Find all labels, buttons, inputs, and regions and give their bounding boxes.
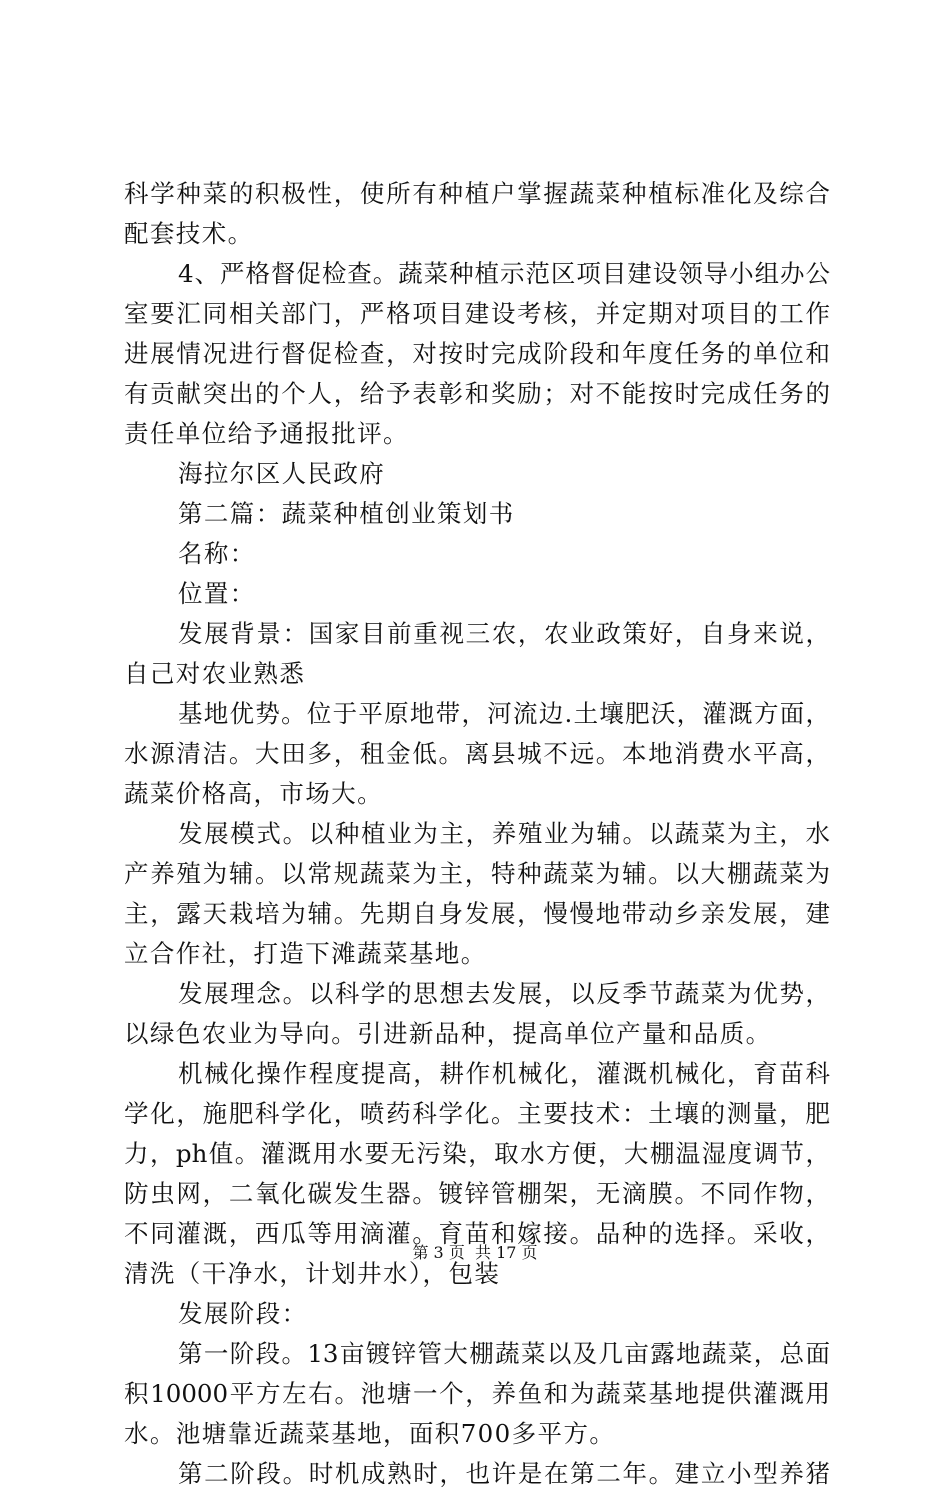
text-line: 4、严格督促检查。蔬菜种植示范区项目建设领导小组办公	[178, 259, 830, 288]
text-line: 清洗（干净水，计划井水），包装	[124, 1259, 501, 1288]
text-line: 自己对农业熟悉	[124, 659, 306, 688]
document-body	[124, 174, 830, 1494]
text-line: 机械化操作程度提高，耕作机械化，灌溉机械化，育苗科	[178, 1059, 830, 1088]
text-line: 发展背景：国家目前重视三农，农业政策好，自身来说，	[178, 619, 830, 648]
signature-line: 海拉尔区人民政府	[178, 459, 386, 488]
text-line: 产养殖为辅。以常规蔬菜为主，特种蔬菜为辅。以大棚蔬菜为	[124, 859, 830, 888]
text-line: 不同灌溉，西瓜等用滴灌。育苗和嫁接。品种的选择。采收，	[124, 1219, 830, 1248]
text-line: 有贡献突出的个人，给予表彰和奖励；对不能按时完成任务的	[124, 379, 830, 408]
text-line: 积10000平方左右。池塘一个，养鱼和为蔬菜基地提供灌溉用	[124, 1379, 830, 1408]
text-line: 第二阶段。时机成熟时，也许是在第二年。建立小型养猪	[178, 1459, 830, 1488]
text-line: 以绿色农业为导向。引进新品种，提高单位产量和品质。	[124, 1019, 772, 1048]
text-line: 第一阶段。13亩镀锌管大棚蔬菜以及几亩露地蔬菜，总面	[178, 1339, 830, 1368]
text-line: 基地优势。位于平原地带，河流边.土壤肥沃，灌溉方面，	[178, 699, 830, 728]
text-line: 学化，施肥科学化，喷药科学化。主要技术：土壤的测量，肥	[124, 1099, 830, 1128]
text-line: 水。池塘靠近蔬菜基地，面积700多平方。	[124, 1419, 616, 1448]
field-name: 名称：	[178, 539, 256, 568]
text-line: 科学种菜的积极性，使所有种植户掌握蔬菜种植标准化及综合	[124, 179, 830, 208]
text-line: 发展阶段：	[178, 1299, 308, 1328]
text-line: 蔬菜价格高，市场大。	[124, 779, 383, 808]
text-line: 力，ph值。灌溉用水要无污染，取水方便，大棚温湿度调节，	[124, 1139, 830, 1168]
text-line: 发展模式。以种植业为主，养殖业为辅。以蔬菜为主，水	[178, 819, 830, 848]
text-line: 进展情况进行督促检查，对按时完成阶段和年度任务的单位和	[124, 339, 830, 368]
text-line: 责任单位给予通报批评。	[124, 419, 409, 448]
text-line: 水源清洁。大田多，租金低。离县城不远。本地消费水平高，	[124, 739, 830, 768]
text-line: 室要汇同相关部门，严格项目建设考核，并定期对项目的工作	[124, 299, 830, 328]
text-line: 发展理念。以科学的思想去发展，以反季节蔬菜为优势，	[178, 979, 830, 1008]
section-heading: 第二篇：蔬菜种植创业策划书	[178, 499, 515, 528]
text-line: 立合作社，打造下滩蔬菜基地。	[124, 939, 487, 968]
page-number-footer: 第 3 页 共 17 页	[412, 1243, 538, 1262]
text-line: 主，露天栽培为辅。先期自身发展，慢慢地带动乡亲发展，建	[124, 899, 830, 928]
text-line: 防虫网，二氧化碳发生器。镀锌管棚架，无滴膜。不同作物，	[124, 1179, 830, 1208]
field-location: 位置：	[178, 579, 256, 608]
text-line: 配套技术。	[124, 219, 254, 248]
